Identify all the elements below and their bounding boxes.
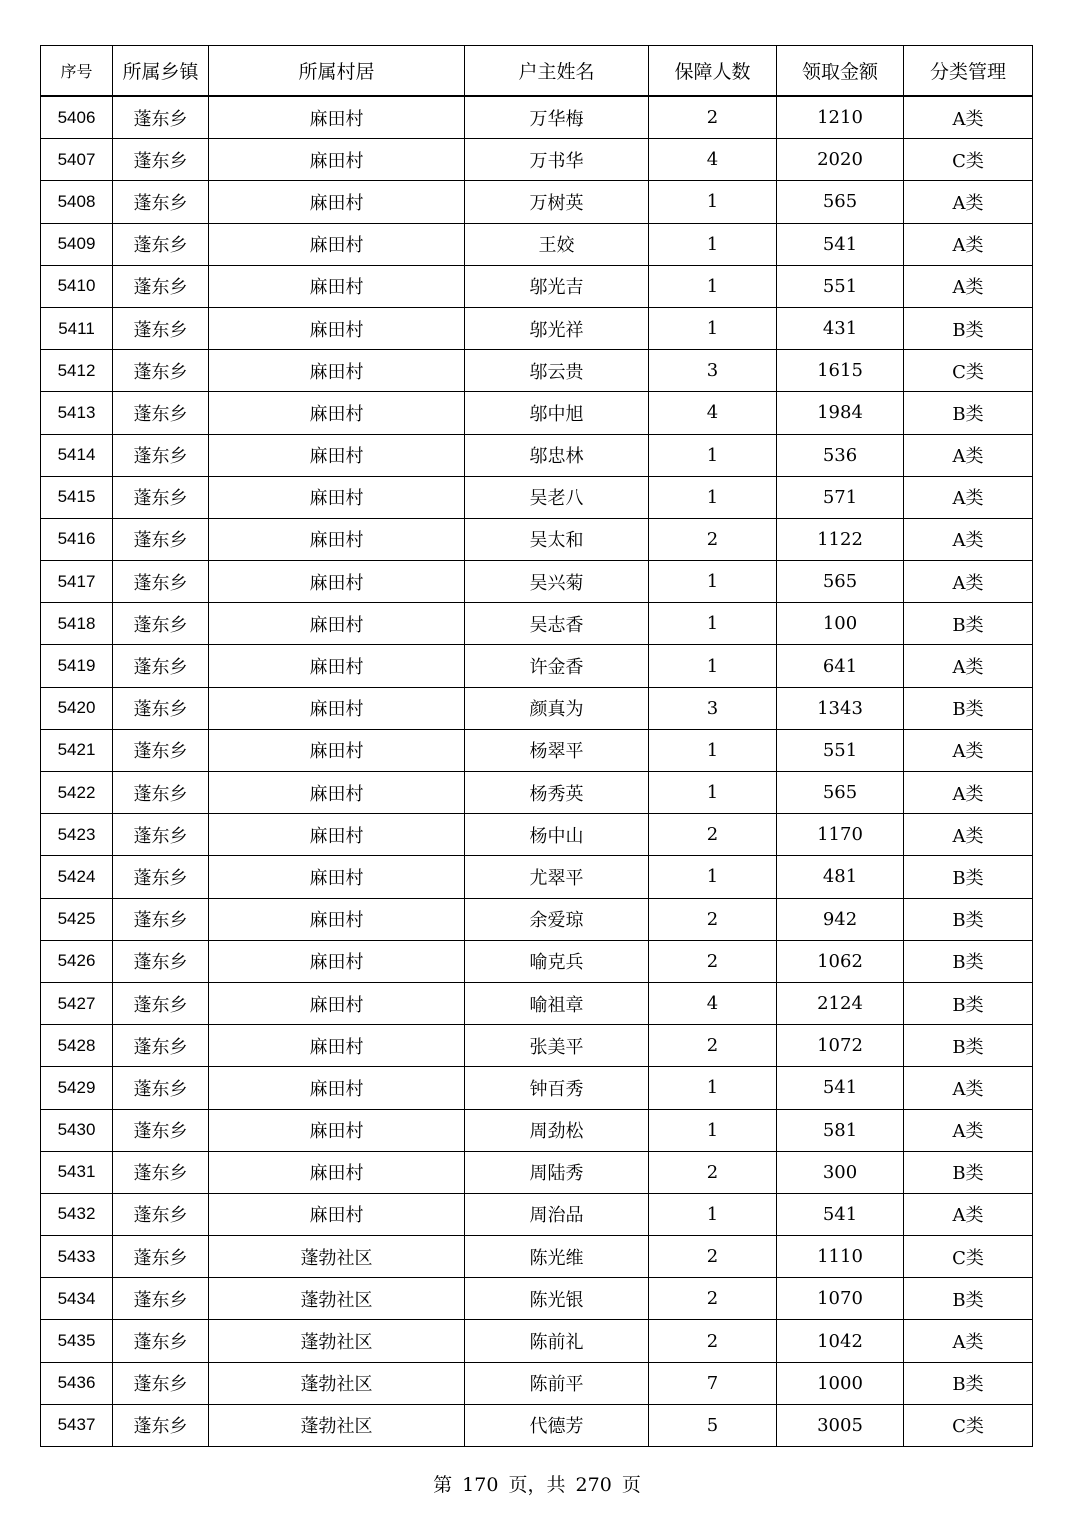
table-row xyxy=(41,1067,1033,1109)
village-cell: 麻田村 xyxy=(209,561,465,603)
category-cell: C类 xyxy=(904,139,1033,181)
householder-cell: 陈前平 xyxy=(465,1362,649,1404)
people-count-cell: 4 xyxy=(649,139,777,181)
category-cell: A类 xyxy=(904,772,1033,814)
seq-cell: 5433 xyxy=(41,1236,113,1278)
table-row xyxy=(41,1236,1033,1278)
township-cell: 蓬东乡 xyxy=(113,1278,209,1320)
amount-cell: 1122 xyxy=(777,518,904,560)
category-cell: A类 xyxy=(904,645,1033,687)
village-cell: 麻田村 xyxy=(209,392,465,434)
householder-cell: 邬光吉 xyxy=(465,265,649,307)
people-count-cell: 2 xyxy=(649,1236,777,1278)
seq-cell: 5415 xyxy=(41,476,113,518)
people-count-cell: 1 xyxy=(649,1067,777,1109)
category-cell: A类 xyxy=(904,181,1033,223)
householder-cell: 陈前礼 xyxy=(465,1320,649,1362)
householder-cell: 周治品 xyxy=(465,1193,649,1235)
amount-cell: 1042 xyxy=(777,1320,904,1362)
table-row xyxy=(41,96,1033,139)
category-cell: B类 xyxy=(904,392,1033,434)
amount-cell: 1070 xyxy=(777,1278,904,1320)
amount-cell: 565 xyxy=(777,561,904,603)
table-row xyxy=(41,856,1033,898)
table-row xyxy=(41,1109,1033,1151)
table-row xyxy=(41,476,1033,518)
township-cell: 蓬东乡 xyxy=(113,856,209,898)
seq-cell: 5430 xyxy=(41,1109,113,1151)
seq-cell: 5428 xyxy=(41,1025,113,1067)
amount-cell: 300 xyxy=(777,1151,904,1193)
amount-cell: 2124 xyxy=(777,982,904,1024)
seq-cell: 5419 xyxy=(41,645,113,687)
table-row xyxy=(41,603,1033,645)
village-cell: 麻田村 xyxy=(209,476,465,518)
amount-cell: 1210 xyxy=(777,96,904,139)
seq-cell: 5406 xyxy=(41,96,113,139)
village-cell: 蓬勃社区 xyxy=(209,1236,465,1278)
village-header: 所属村居 xyxy=(209,46,465,97)
village-cell: 蓬勃社区 xyxy=(209,1404,465,1446)
table-row xyxy=(41,350,1033,392)
category-cell: B类 xyxy=(904,307,1033,349)
village-cell: 麻田村 xyxy=(209,856,465,898)
village-cell: 麻田村 xyxy=(209,729,465,771)
seq-cell: 5422 xyxy=(41,772,113,814)
amount-cell: 571 xyxy=(777,476,904,518)
village-cell: 麻田村 xyxy=(209,898,465,940)
seq-header: 序号 xyxy=(41,46,113,97)
category-cell: A类 xyxy=(904,476,1033,518)
category-cell: A类 xyxy=(904,223,1033,265)
people-count-cell: 1 xyxy=(649,265,777,307)
people-count-cell: 1 xyxy=(649,645,777,687)
table-row xyxy=(41,772,1033,814)
people-count-cell: 2 xyxy=(649,1151,777,1193)
table-row xyxy=(41,729,1033,771)
township-cell: 蓬东乡 xyxy=(113,518,209,560)
people-count-cell: 1 xyxy=(649,1109,777,1151)
seq-cell: 5411 xyxy=(41,307,113,349)
category-cell: B类 xyxy=(904,1278,1033,1320)
householder-cell: 张美平 xyxy=(465,1025,649,1067)
people-count-cell: 2 xyxy=(649,898,777,940)
seq-cell: 5429 xyxy=(41,1067,113,1109)
people-count-cell: 1 xyxy=(649,476,777,518)
amount-cell: 100 xyxy=(777,603,904,645)
householder-header: 户主姓名 xyxy=(465,46,649,97)
people-count-cell: 5 xyxy=(649,1404,777,1446)
table-row xyxy=(41,1404,1033,1446)
category-cell: A类 xyxy=(904,434,1033,476)
village-cell: 麻田村 xyxy=(209,139,465,181)
table-row xyxy=(41,645,1033,687)
householder-cell: 邬中旭 xyxy=(465,392,649,434)
category-cell: A类 xyxy=(904,1109,1033,1151)
people-count-cell: 2 xyxy=(649,96,777,139)
table-body xyxy=(41,96,1033,1447)
table-header xyxy=(41,46,1033,97)
village-cell: 蓬勃社区 xyxy=(209,1320,465,1362)
category-cell: A类 xyxy=(904,729,1033,771)
village-cell: 麻田村 xyxy=(209,814,465,856)
householder-cell: 周劲松 xyxy=(465,1109,649,1151)
amount-cell: 1343 xyxy=(777,687,904,729)
category-cell: B类 xyxy=(904,687,1033,729)
township-cell: 蓬东乡 xyxy=(113,772,209,814)
householder-cell: 尤翠平 xyxy=(465,856,649,898)
township-cell: 蓬东乡 xyxy=(113,687,209,729)
amount-cell: 431 xyxy=(777,307,904,349)
amount-cell: 541 xyxy=(777,1193,904,1235)
householder-cell: 杨中山 xyxy=(465,814,649,856)
category-cell: B类 xyxy=(904,856,1033,898)
village-cell: 麻田村 xyxy=(209,1193,465,1235)
seq-cell: 5427 xyxy=(41,982,113,1024)
category-cell: A类 xyxy=(904,518,1033,560)
township-cell: 蓬东乡 xyxy=(113,1151,209,1193)
seq-cell: 5418 xyxy=(41,603,113,645)
amount-cell: 1072 xyxy=(777,1025,904,1067)
seq-cell: 5410 xyxy=(41,265,113,307)
category-cell: B类 xyxy=(904,898,1033,940)
township-cell: 蓬东乡 xyxy=(113,1320,209,1362)
householder-cell: 邬忠林 xyxy=(465,434,649,476)
township-cell: 蓬东乡 xyxy=(113,1362,209,1404)
category-cell: B类 xyxy=(904,1362,1033,1404)
amount-cell: 1000 xyxy=(777,1362,904,1404)
people-count-cell: 1 xyxy=(649,1193,777,1235)
householder-cell: 杨翠平 xyxy=(465,729,649,771)
seq-cell: 5424 xyxy=(41,856,113,898)
people-count-cell: 2 xyxy=(649,1025,777,1067)
people-count-cell: 1 xyxy=(649,434,777,476)
amount-cell: 641 xyxy=(777,645,904,687)
village-cell: 麻田村 xyxy=(209,96,465,139)
township-cell: 蓬东乡 xyxy=(113,898,209,940)
people-count-cell: 1 xyxy=(649,223,777,265)
township-cell: 蓬东乡 xyxy=(113,982,209,1024)
table-row xyxy=(41,392,1033,434)
seq-cell: 5416 xyxy=(41,518,113,560)
township-cell: 蓬东乡 xyxy=(113,434,209,476)
householder-cell: 邬光祥 xyxy=(465,307,649,349)
people-count-cell: 1 xyxy=(649,603,777,645)
people-count-cell: 3 xyxy=(649,350,777,392)
householder-cell: 王姣 xyxy=(465,223,649,265)
people-count-cell: 1 xyxy=(649,729,777,771)
seq-cell: 5425 xyxy=(41,898,113,940)
table-row xyxy=(41,1151,1033,1193)
table-row xyxy=(41,940,1033,982)
township-cell: 蓬东乡 xyxy=(113,814,209,856)
seq-cell: 5409 xyxy=(41,223,113,265)
category-cell: B类 xyxy=(904,982,1033,1024)
category-cell: A类 xyxy=(904,96,1033,139)
township-cell: 蓬东乡 xyxy=(113,392,209,434)
people-count-cell: 7 xyxy=(649,1362,777,1404)
table-row xyxy=(41,898,1033,940)
township-cell: 蓬东乡 xyxy=(113,1236,209,1278)
amount-cell: 1170 xyxy=(777,814,904,856)
table-row xyxy=(41,1025,1033,1067)
village-cell: 麻田村 xyxy=(209,265,465,307)
amount-cell: 565 xyxy=(777,181,904,223)
seq-cell: 5414 xyxy=(41,434,113,476)
township-cell: 蓬东乡 xyxy=(113,1404,209,1446)
people-count-cell: 4 xyxy=(649,392,777,434)
people-count-header: 保障人数 xyxy=(649,46,777,97)
category-cell: C类 xyxy=(904,350,1033,392)
township-cell: 蓬东乡 xyxy=(113,265,209,307)
category-cell: A类 xyxy=(904,265,1033,307)
township-cell: 蓬东乡 xyxy=(113,223,209,265)
seq-cell: 5420 xyxy=(41,687,113,729)
village-cell: 麻田村 xyxy=(209,687,465,729)
table-row xyxy=(41,265,1033,307)
seq-cell: 5421 xyxy=(41,729,113,771)
township-cell: 蓬东乡 xyxy=(113,561,209,603)
householder-cell: 喻克兵 xyxy=(465,940,649,982)
householder-cell: 吴志香 xyxy=(465,603,649,645)
amount-header: 领取金额 xyxy=(777,46,904,97)
householder-cell: 代德芳 xyxy=(465,1404,649,1446)
householder-cell: 周陆秀 xyxy=(465,1151,649,1193)
category-cell: C类 xyxy=(904,1404,1033,1446)
table-row xyxy=(41,223,1033,265)
township-cell: 蓬东乡 xyxy=(113,181,209,223)
amount-cell: 565 xyxy=(777,772,904,814)
householder-cell: 邬云贵 xyxy=(465,350,649,392)
table-row xyxy=(41,1278,1033,1320)
people-count-cell: 2 xyxy=(649,1320,777,1362)
seq-cell: 5417 xyxy=(41,561,113,603)
township-cell: 蓬东乡 xyxy=(113,645,209,687)
township-cell: 蓬东乡 xyxy=(113,940,209,982)
village-cell: 麻田村 xyxy=(209,1151,465,1193)
people-count-cell: 4 xyxy=(649,982,777,1024)
header-row xyxy=(41,46,1033,97)
category-cell: B类 xyxy=(904,1151,1033,1193)
village-cell: 麻田村 xyxy=(209,982,465,1024)
householder-cell: 杨秀英 xyxy=(465,772,649,814)
table-row xyxy=(41,307,1033,349)
village-cell: 麻田村 xyxy=(209,1025,465,1067)
amount-cell: 1110 xyxy=(777,1236,904,1278)
seq-cell: 5434 xyxy=(41,1278,113,1320)
householder-cell: 陈光银 xyxy=(465,1278,649,1320)
village-cell: 麻田村 xyxy=(209,603,465,645)
village-cell: 麻田村 xyxy=(209,1109,465,1151)
seq-cell: 5423 xyxy=(41,814,113,856)
householder-cell: 吴太和 xyxy=(465,518,649,560)
township-cell: 蓬东乡 xyxy=(113,1067,209,1109)
amount-cell: 3005 xyxy=(777,1404,904,1446)
township-cell: 蓬东乡 xyxy=(113,139,209,181)
category-cell: A类 xyxy=(904,561,1033,603)
householder-cell: 万华梅 xyxy=(465,96,649,139)
village-cell: 蓬勃社区 xyxy=(209,1362,465,1404)
seq-cell: 5431 xyxy=(41,1151,113,1193)
village-cell: 麻田村 xyxy=(209,181,465,223)
township-cell: 蓬东乡 xyxy=(113,603,209,645)
township-cell: 蓬东乡 xyxy=(113,350,209,392)
amount-cell: 1615 xyxy=(777,350,904,392)
category-cell: A类 xyxy=(904,1067,1033,1109)
people-count-cell: 2 xyxy=(649,940,777,982)
township-cell: 蓬东乡 xyxy=(113,1025,209,1067)
amount-cell: 581 xyxy=(777,1109,904,1151)
people-count-cell: 1 xyxy=(649,772,777,814)
category-cell: A类 xyxy=(904,814,1033,856)
householder-cell: 余爱琼 xyxy=(465,898,649,940)
householder-cell: 许金香 xyxy=(465,645,649,687)
seq-cell: 5412 xyxy=(41,350,113,392)
householder-cell: 钟百秀 xyxy=(465,1067,649,1109)
seq-cell: 5436 xyxy=(41,1362,113,1404)
table-row xyxy=(41,1362,1033,1404)
householder-cell: 吴老八 xyxy=(465,476,649,518)
village-cell: 麻田村 xyxy=(209,518,465,560)
amount-cell: 1984 xyxy=(777,392,904,434)
householder-cell: 吴兴菊 xyxy=(465,561,649,603)
amount-cell: 551 xyxy=(777,729,904,771)
category-cell: A类 xyxy=(904,1193,1033,1235)
village-cell: 麻田村 xyxy=(209,307,465,349)
category-header: 分类管理 xyxy=(904,46,1033,97)
seq-cell: 5413 xyxy=(41,392,113,434)
village-cell: 麻田村 xyxy=(209,772,465,814)
township-cell: 蓬东乡 xyxy=(113,96,209,139)
township-cell: 蓬东乡 xyxy=(113,1109,209,1151)
page-footer: 第 170 页，共 270 页 xyxy=(433,1474,641,1496)
householder-cell: 万树英 xyxy=(465,181,649,223)
householder-cell: 陈光维 xyxy=(465,1236,649,1278)
category-cell: C类 xyxy=(904,1236,1033,1278)
people-count-cell: 3 xyxy=(649,687,777,729)
people-count-cell: 2 xyxy=(649,1278,777,1320)
amount-cell: 541 xyxy=(777,223,904,265)
table-row xyxy=(41,434,1033,476)
people-count-cell: 1 xyxy=(649,561,777,603)
table-row xyxy=(41,982,1033,1024)
seq-cell: 5407 xyxy=(41,139,113,181)
village-cell: 麻田村 xyxy=(209,350,465,392)
people-count-cell: 1 xyxy=(649,856,777,898)
village-cell: 麻田村 xyxy=(209,1067,465,1109)
people-count-cell: 2 xyxy=(649,518,777,560)
category-cell: A类 xyxy=(904,1320,1033,1362)
seq-cell: 5437 xyxy=(41,1404,113,1446)
amount-cell: 2020 xyxy=(777,139,904,181)
village-cell: 麻田村 xyxy=(209,223,465,265)
amount-cell: 536 xyxy=(777,434,904,476)
table-row xyxy=(41,814,1033,856)
people-count-cell: 1 xyxy=(649,307,777,349)
village-cell: 麻田村 xyxy=(209,434,465,476)
people-count-cell: 1 xyxy=(649,181,777,223)
village-cell: 麻田村 xyxy=(209,940,465,982)
table-row xyxy=(41,1193,1033,1235)
householder-cell: 喻祖章 xyxy=(465,982,649,1024)
relief-table xyxy=(40,45,1033,1447)
township-cell: 蓬东乡 xyxy=(113,307,209,349)
householder-cell: 万书华 xyxy=(465,139,649,181)
seq-cell: 5408 xyxy=(41,181,113,223)
category-cell: B类 xyxy=(904,1025,1033,1067)
category-cell: B类 xyxy=(904,603,1033,645)
seq-cell: 5432 xyxy=(41,1193,113,1235)
table-row xyxy=(41,518,1033,560)
people-count-cell: 2 xyxy=(649,814,777,856)
table-row xyxy=(41,687,1033,729)
householder-cell: 颜真为 xyxy=(465,687,649,729)
seq-cell: 5426 xyxy=(41,940,113,982)
township-header: 所属乡镇 xyxy=(113,46,209,97)
village-cell: 麻田村 xyxy=(209,645,465,687)
amount-cell: 541 xyxy=(777,1067,904,1109)
village-cell: 蓬勃社区 xyxy=(209,1278,465,1320)
table-row xyxy=(41,181,1033,223)
township-cell: 蓬东乡 xyxy=(113,729,209,771)
table-row xyxy=(41,561,1033,603)
township-cell: 蓬东乡 xyxy=(113,1193,209,1235)
township-cell: 蓬东乡 xyxy=(113,476,209,518)
table-row xyxy=(41,139,1033,181)
table-row xyxy=(41,1320,1033,1362)
amount-cell: 942 xyxy=(777,898,904,940)
seq-cell: 5435 xyxy=(41,1320,113,1362)
amount-cell: 1062 xyxy=(777,940,904,982)
amount-cell: 551 xyxy=(777,265,904,307)
category-cell: B类 xyxy=(904,940,1033,982)
amount-cell: 481 xyxy=(777,856,904,898)
